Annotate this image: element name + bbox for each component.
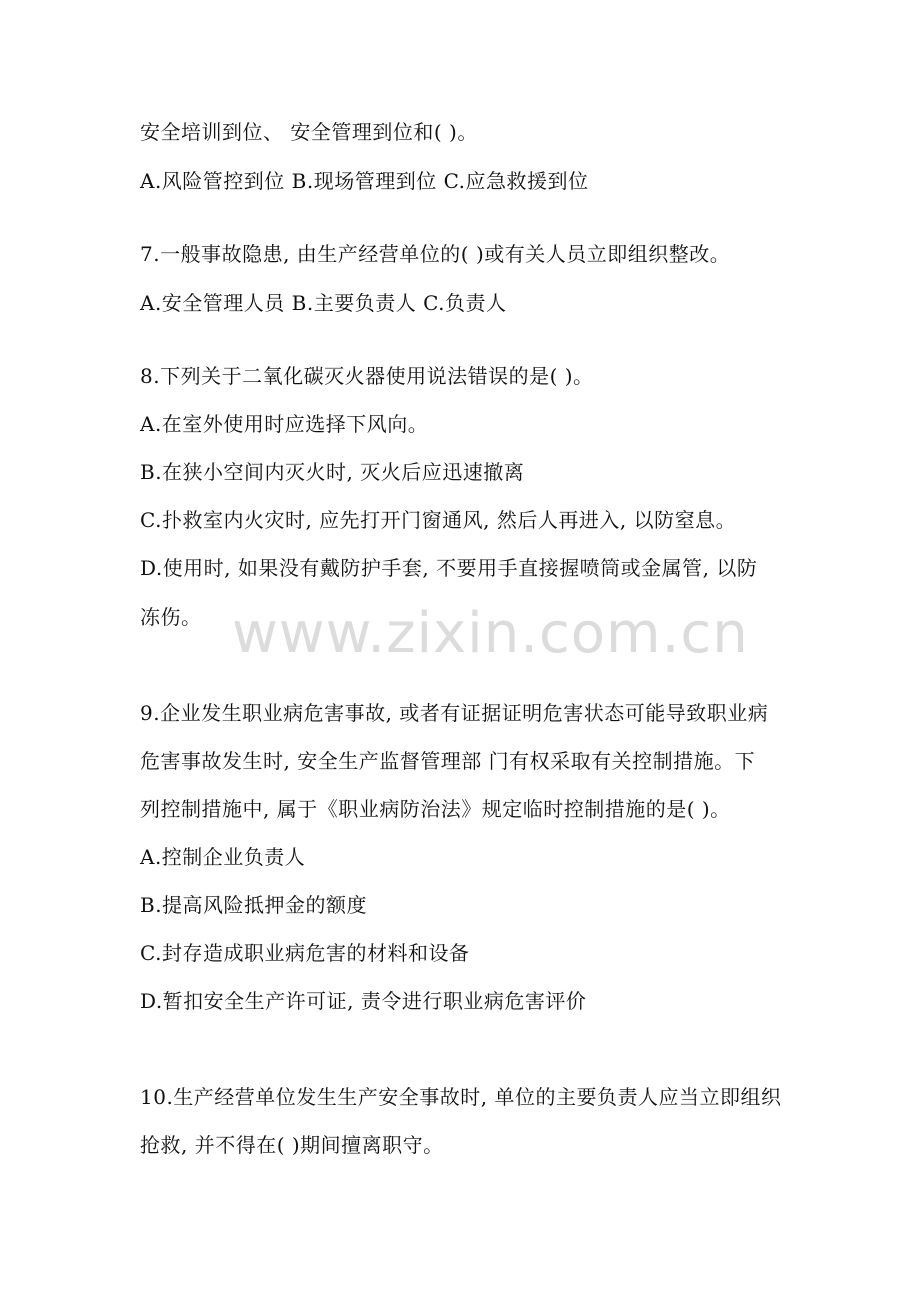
q9-stem-line2: 危害事故发生时, 安全生产监督管理部 门有权采取有关控制措施。下 (140, 749, 756, 773)
q9-option-c: C.封存造成职业病危害的材料和设备 (140, 941, 470, 965)
q9-option-d: D.暂扣安全生产许可证, 责令进行职业病危害评价 (140, 989, 587, 1013)
q9-stem-line3: 列控制措施中, 属于《职业病防治法》规定临时控制措施的是( )。 (140, 797, 731, 821)
q8-option-d-line2: 冻伤。 (140, 605, 202, 629)
q8-stem: 8.下列关于二氧化碳灭火器使用说法错误的是( )。 (140, 364, 594, 388)
q10-stem-line1: 10.生产经营单位发生生产安全事故时, 单位的主要负责人应当立即组织 (140, 1085, 782, 1109)
q9-option-a: A.控制企业负责人 (140, 845, 306, 869)
q6-stem: 安全培训到位、 安全管理到位和( )。 (140, 120, 478, 144)
q6-options: A.风险管控到位 B.现场管理到位 C.应急救援到位 (140, 169, 589, 193)
q8-option-a: A.在室外使用时应选择下风向。 (140, 412, 429, 436)
watermark: www.zixin.com.cn (232, 601, 749, 666)
q8-option-c: C.扑救室内火灾时, 应先打开门窗通风, 然后人再进入, 以防窒息。 (140, 508, 737, 532)
q7-options: A.安全管理人员 B.主要负责人 C.负责人 (140, 291, 507, 315)
q7-stem: 7.一般事故隐患, 由生产经营单位的( )或有关人员立即组织整改。 (140, 242, 731, 266)
q9-stem-line1: 9.企业发生职业病危害事故, 或者有证据证明危害状态可能导致职业病 (140, 701, 769, 725)
q8-option-b: B.在狭小空间内灭火时, 灭火后应迅速撤离 (140, 460, 525, 484)
q8-option-d-line1: D.使用时, 如果没有戴防护手套, 不要用手直接握喷筒或金属管, 以防 (140, 556, 758, 580)
q9-option-b: B.提高风险抵押金的额度 (140, 893, 368, 917)
q10-stem-line2: 抢救, 并不得在( )期间擅离职守。 (140, 1133, 444, 1157)
